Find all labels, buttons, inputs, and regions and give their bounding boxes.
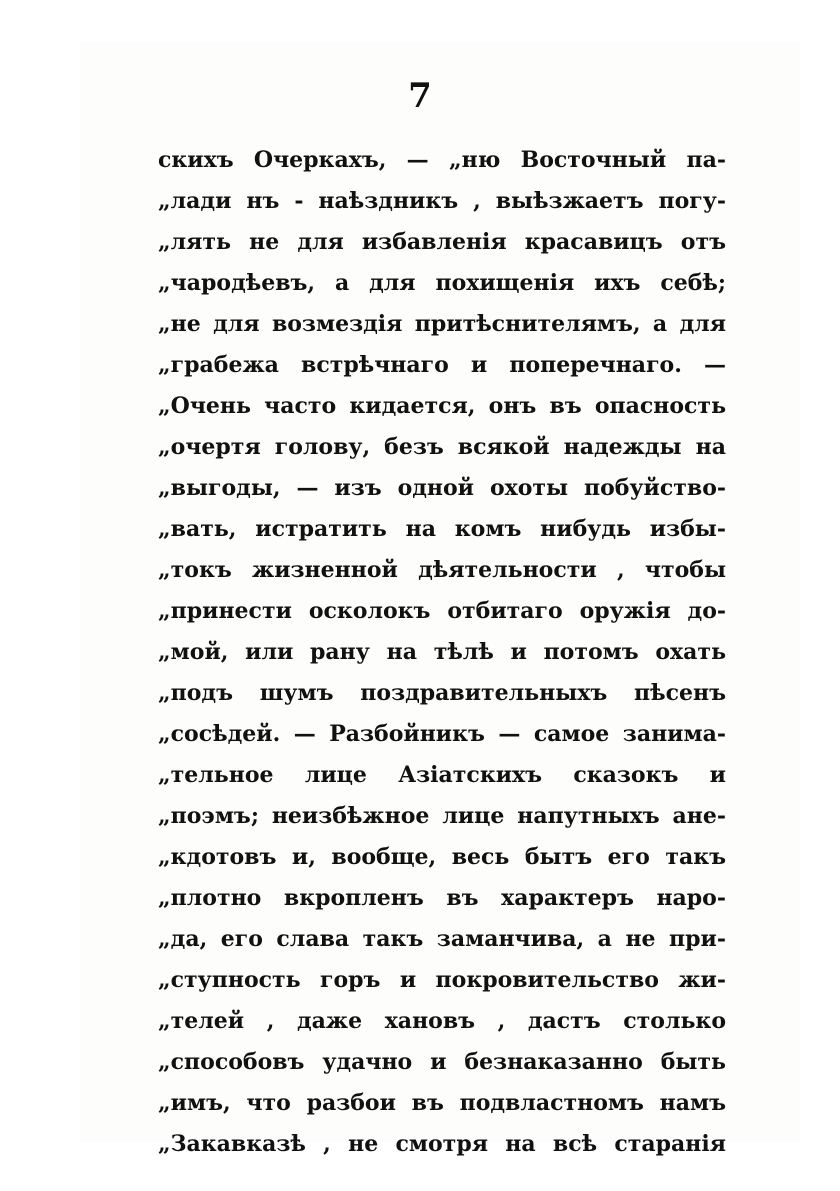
text-line: „сосѣдей. — Разбойникъ — самое занима-: [158, 721, 726, 747]
body-text: [158, 140, 726, 1165]
text-line: „кдотовъ и, вообще, весь бытъ его такъ: [158, 844, 726, 870]
text-line: „лять не для избавленія красавицъ отъ: [158, 229, 726, 255]
text-line: „плотно вкропленъ въ характеръ наро-: [158, 885, 726, 911]
text-line: „принести осколокъ отбитаго оружія до-: [158, 598, 726, 624]
text-line: „Закавказѣ , не смотря на всѣ старанія: [158, 1131, 726, 1157]
text-line: „грабежа встрѣчнаго и поперечнаго. —: [158, 352, 726, 378]
text-line: „мой, или рану на тѣлѣ и потомъ охать: [158, 639, 726, 665]
text-line: „тельное лице Азіатскихъ сказокъ и: [158, 762, 726, 788]
page-number: 7: [408, 76, 432, 116]
text-line: „подъ шумъ поздравительныхъ пѣсенъ: [158, 680, 726, 706]
text-line: „Очень часто кидается, онъ въ опасность: [158, 393, 726, 419]
text-line: „вать, истратить на комъ нибудь избы-: [158, 516, 726, 542]
text-line: „лади нъ - наѣздникъ , выѣзжаетъ погу-: [158, 188, 726, 214]
text-line: „телей , даже хановъ , дастъ столько: [158, 1008, 726, 1034]
text-line: „способовъ удачно и безнаказанно быть: [158, 1049, 726, 1075]
text-line: „не для возмездія притѣснителямъ, а для: [158, 311, 726, 337]
text-line: „чародѣевъ, а для похищенія ихъ себѣ;: [158, 270, 726, 296]
text-line: „да, его слава такъ заманчива, а не при-: [158, 926, 726, 952]
text-line: „поэмъ; неизбѣжное лице напутныхъ анe-: [158, 803, 726, 829]
text-line: „токъ жизненной дѣятельности , чтобы: [158, 557, 726, 583]
text-line: „выгоды, — изъ одной охоты побуйство-: [158, 475, 726, 501]
text-line: „очертя голову, безъ всякой надежды на: [158, 434, 726, 460]
text-line: „имъ, что разбои въ подвластномъ намъ: [158, 1090, 726, 1116]
text-line: скихъ Очеркахъ, — „ню Восточный па-: [158, 147, 726, 173]
text-line: „ступность горъ и покровительство жи-: [158, 967, 726, 993]
